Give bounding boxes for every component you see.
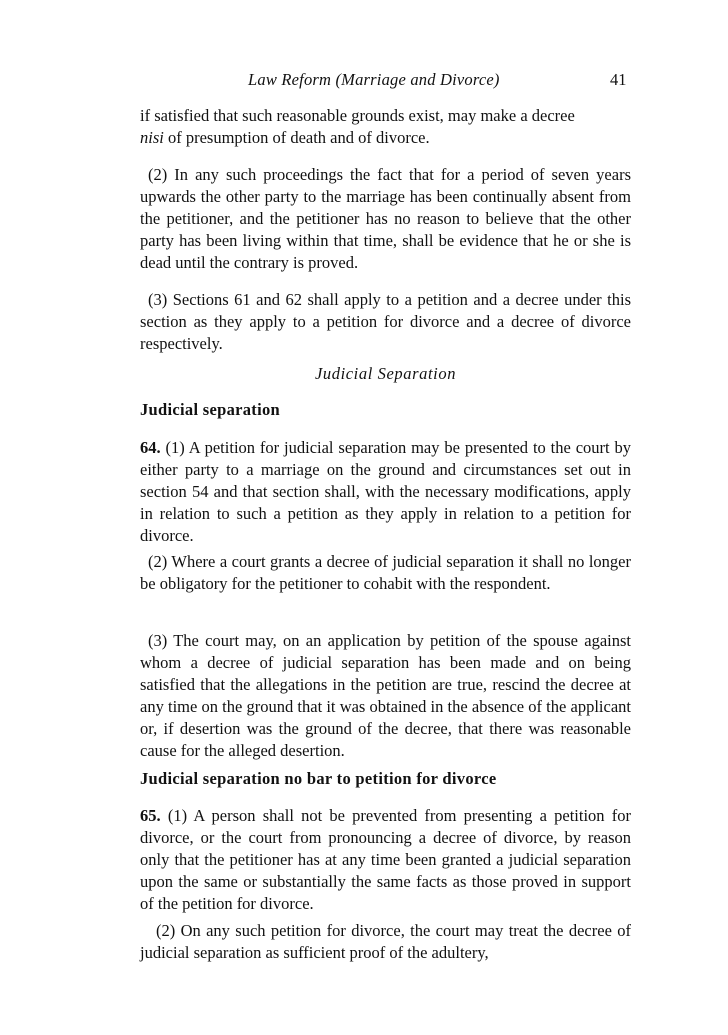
paragraph-continuation	[140, 105, 631, 149]
section-64-subsection-2: (2) Where a court grants a decree of judicial separation it shall no longer be obligatory for the petitioner to cohabit with the respondent.	[140, 552, 631, 593]
section-64-heading: Judicial separation	[140, 400, 281, 419]
page-number: 41	[610, 70, 627, 89]
section-number: 65.	[140, 806, 161, 825]
section-65-subsection-2: (2) On any such petition for divorce, the court may treat the decree of judicial separation as sufficient proof of the adultery,	[140, 921, 631, 962]
paragraph-line: of presumption of death and of divorce.	[163, 128, 430, 147]
section-64-subsection-3: (3) The court may, on an application by petition of the spouse against whom a decree of judicial separation has been made and on being satisfied that the allegations in the petition are true, rescind the decree at any time on the ground that it was obtained in the absence of the applicant or, if desertion was the ground of the decree, that there was reasonable cause for the alleged desertion.	[140, 631, 631, 760]
paragraph-line: if satisfied that such reasonable grounds exist, may make a decree	[140, 106, 575, 125]
section-text: (1) A petition for judicial separation may be presented to the court by either party to a marriage on the ground and circumstances set out in section 54 and that section shall, with the necessary modifications, apply in relation to such a petition as they apply in relation to a petition for divorce.	[140, 438, 631, 545]
section-64-subsection-1	[140, 437, 631, 547]
running-title: Law Reform (Marriage and Divorce)	[248, 70, 500, 89]
section-65-heading: Judicial separation no bar to petition for divorce	[140, 769, 497, 788]
section-65-subsection-1	[140, 805, 631, 915]
italic-term: nisi	[140, 128, 164, 147]
part-heading: Judicial Separation	[314, 364, 457, 383]
section-text: (1) A person shall not be prevented from presenting a petition for divorce, or the court from pronouncing a decree of divorce, by reason only that the petitioner has at any time been granted a judicial separation upon the same or substantially the same facts as those proved in support of the petition for divorce.	[140, 806, 631, 913]
subsection-2: (2) In any such proceedings the fact that for a period of seven years upwards the other party to the marriage has been continually absent from the petitioner, and the petitioner has no reason to believe that the other party has been living within that time, shall be evidence that he or she is dead until the contrary is proved.	[140, 165, 631, 272]
section-number: 64.	[140, 438, 161, 457]
subsection-3: (3) Sections 61 and 62 shall apply to a petition and a decree under this section as they apply to a petition for divorce and a decree of divorce respectively.	[140, 290, 631, 353]
